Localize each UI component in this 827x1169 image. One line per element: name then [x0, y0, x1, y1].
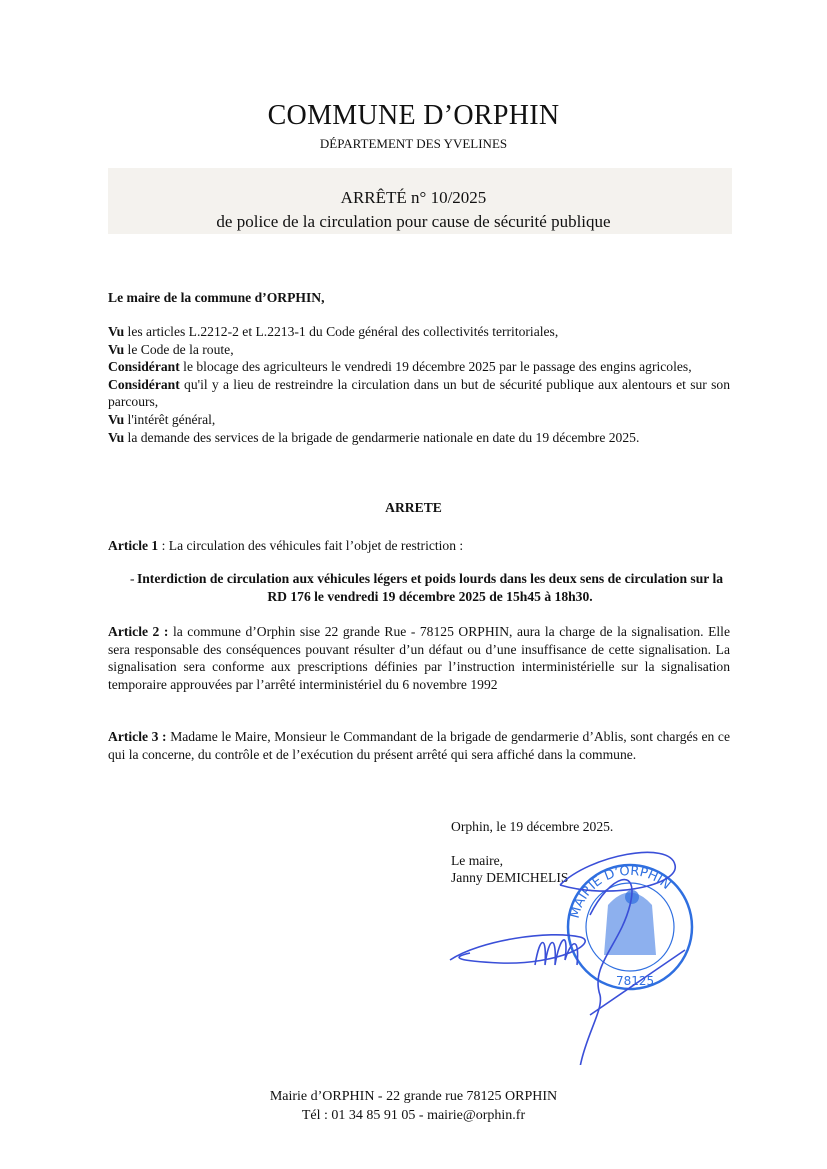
stamp-code: 78125 — [616, 974, 655, 988]
visa-item — [108, 323, 730, 341]
signatory-name: Janny DEMICHELIS — [451, 870, 569, 885]
visa-text: la demande des services de la brigade de gendarmerie nationale en date du 19 décembre 2025. — [124, 429, 640, 445]
department-subtitle: DÉPARTEMENT DES YVELINES — [319, 136, 508, 151]
visa-lead: Vu — [108, 429, 125, 445]
article-text: Madame le Maire, Monsieur le Commandant de la brigade de gendarmerie d’Ablis, sont chargés en ce qui la concerne, du contrôle et de l’exécution du présent arrêté qui sera affiché dans la commune. — [108, 729, 730, 762]
bullet-dash: - — [130, 571, 135, 586]
restriction-item — [130, 570, 730, 605]
arrete-subject: de police de la circulation pour cause de sécurité publique — [216, 212, 611, 231]
visa-lead: Considérant — [108, 359, 180, 375]
visa-item — [108, 429, 730, 447]
visa-lead: Vu — [108, 411, 125, 427]
article-label: Article 3 : — [108, 729, 167, 744]
intro-line — [108, 289, 730, 307]
article-2 — [108, 623, 730, 693]
handwritten-signature — [450, 852, 685, 1065]
visas-list — [108, 323, 730, 446]
place-date: Orphin, le 19 décembre 2025. — [451, 819, 614, 834]
signatory-role: Le maire, — [451, 853, 504, 868]
article-label: Article 1 — [108, 538, 159, 553]
footer-address: Mairie d’ORPHIN - 22 grande rue 78125 ORPHIN — [269, 1089, 558, 1104]
visa-text: qu'il y a lieu de restreindre la circulation dans un but de sécurité publique aux alentours et sur son parcours, — [108, 376, 730, 410]
visa-text: l'intérêt général, — [124, 411, 216, 427]
article-text: la commune d’Orphin sise 22 grande Rue - 78125 ORPHIN, aura la charge de la signalisation. Elle sera responsable des conséquences pouvant résulter d’un défaut ou d’une insuffisance de cette signalisation. La signalisation sera conforme aux prescriptions définies par l’instruction interministérielle sur la signalisation temporaire approuvées par l’arrêté interministériel du 6 novembre 1992 — [108, 624, 730, 692]
footer-contact: Tél : 01 34 85 91 05 - mairie@orphin.fr — [301, 1108, 526, 1123]
visa-item — [108, 411, 730, 429]
visa-text: les articles L.2212-2 et L.2213-1 du Code général des collectivités territoriales, — [124, 324, 559, 339]
article-label: Article 2 : — [108, 624, 169, 639]
arrete-number: ARRÊTÉ n° 10/2025 — [340, 188, 487, 207]
article-3 — [108, 728, 730, 763]
visa-text: le blocage des agriculteurs le vendredi 19 décembre 2025 par le passage des engins agricoles, — [179, 359, 692, 375]
visa-lead: Vu — [108, 324, 125, 339]
decision-heading: ARRETE — [385, 500, 442, 515]
restriction-text: Interdiction de circulation aux véhicules légers et poids lourds dans les deux sens de circulation sur la RD 176 le vendredi 19 décembre 2025 de 15h45 à 18h30. — [136, 571, 724, 604]
article-text: La circulation des véhicules fait l’objet de restriction : — [168, 538, 464, 553]
intro-text: Le maire de la commune d’ORPHIN, — [108, 290, 325, 305]
visa-lead: Considérant — [108, 376, 180, 392]
commune-title: COMMUNE D’ORPHIN — [267, 100, 560, 131]
stamp-text: MAIRIE D’ORPHIN — [567, 863, 674, 921]
article-1 — [108, 537, 730, 555]
visa-text: le Code de la route, — [124, 341, 234, 357]
visa-item — [108, 358, 730, 376]
article-separator: : — [158, 538, 169, 553]
visa-item — [108, 341, 730, 359]
mayor-stamp-and-signature — [440, 845, 710, 1065]
visa-item — [108, 376, 730, 411]
visa-lead: Vu — [108, 341, 125, 357]
